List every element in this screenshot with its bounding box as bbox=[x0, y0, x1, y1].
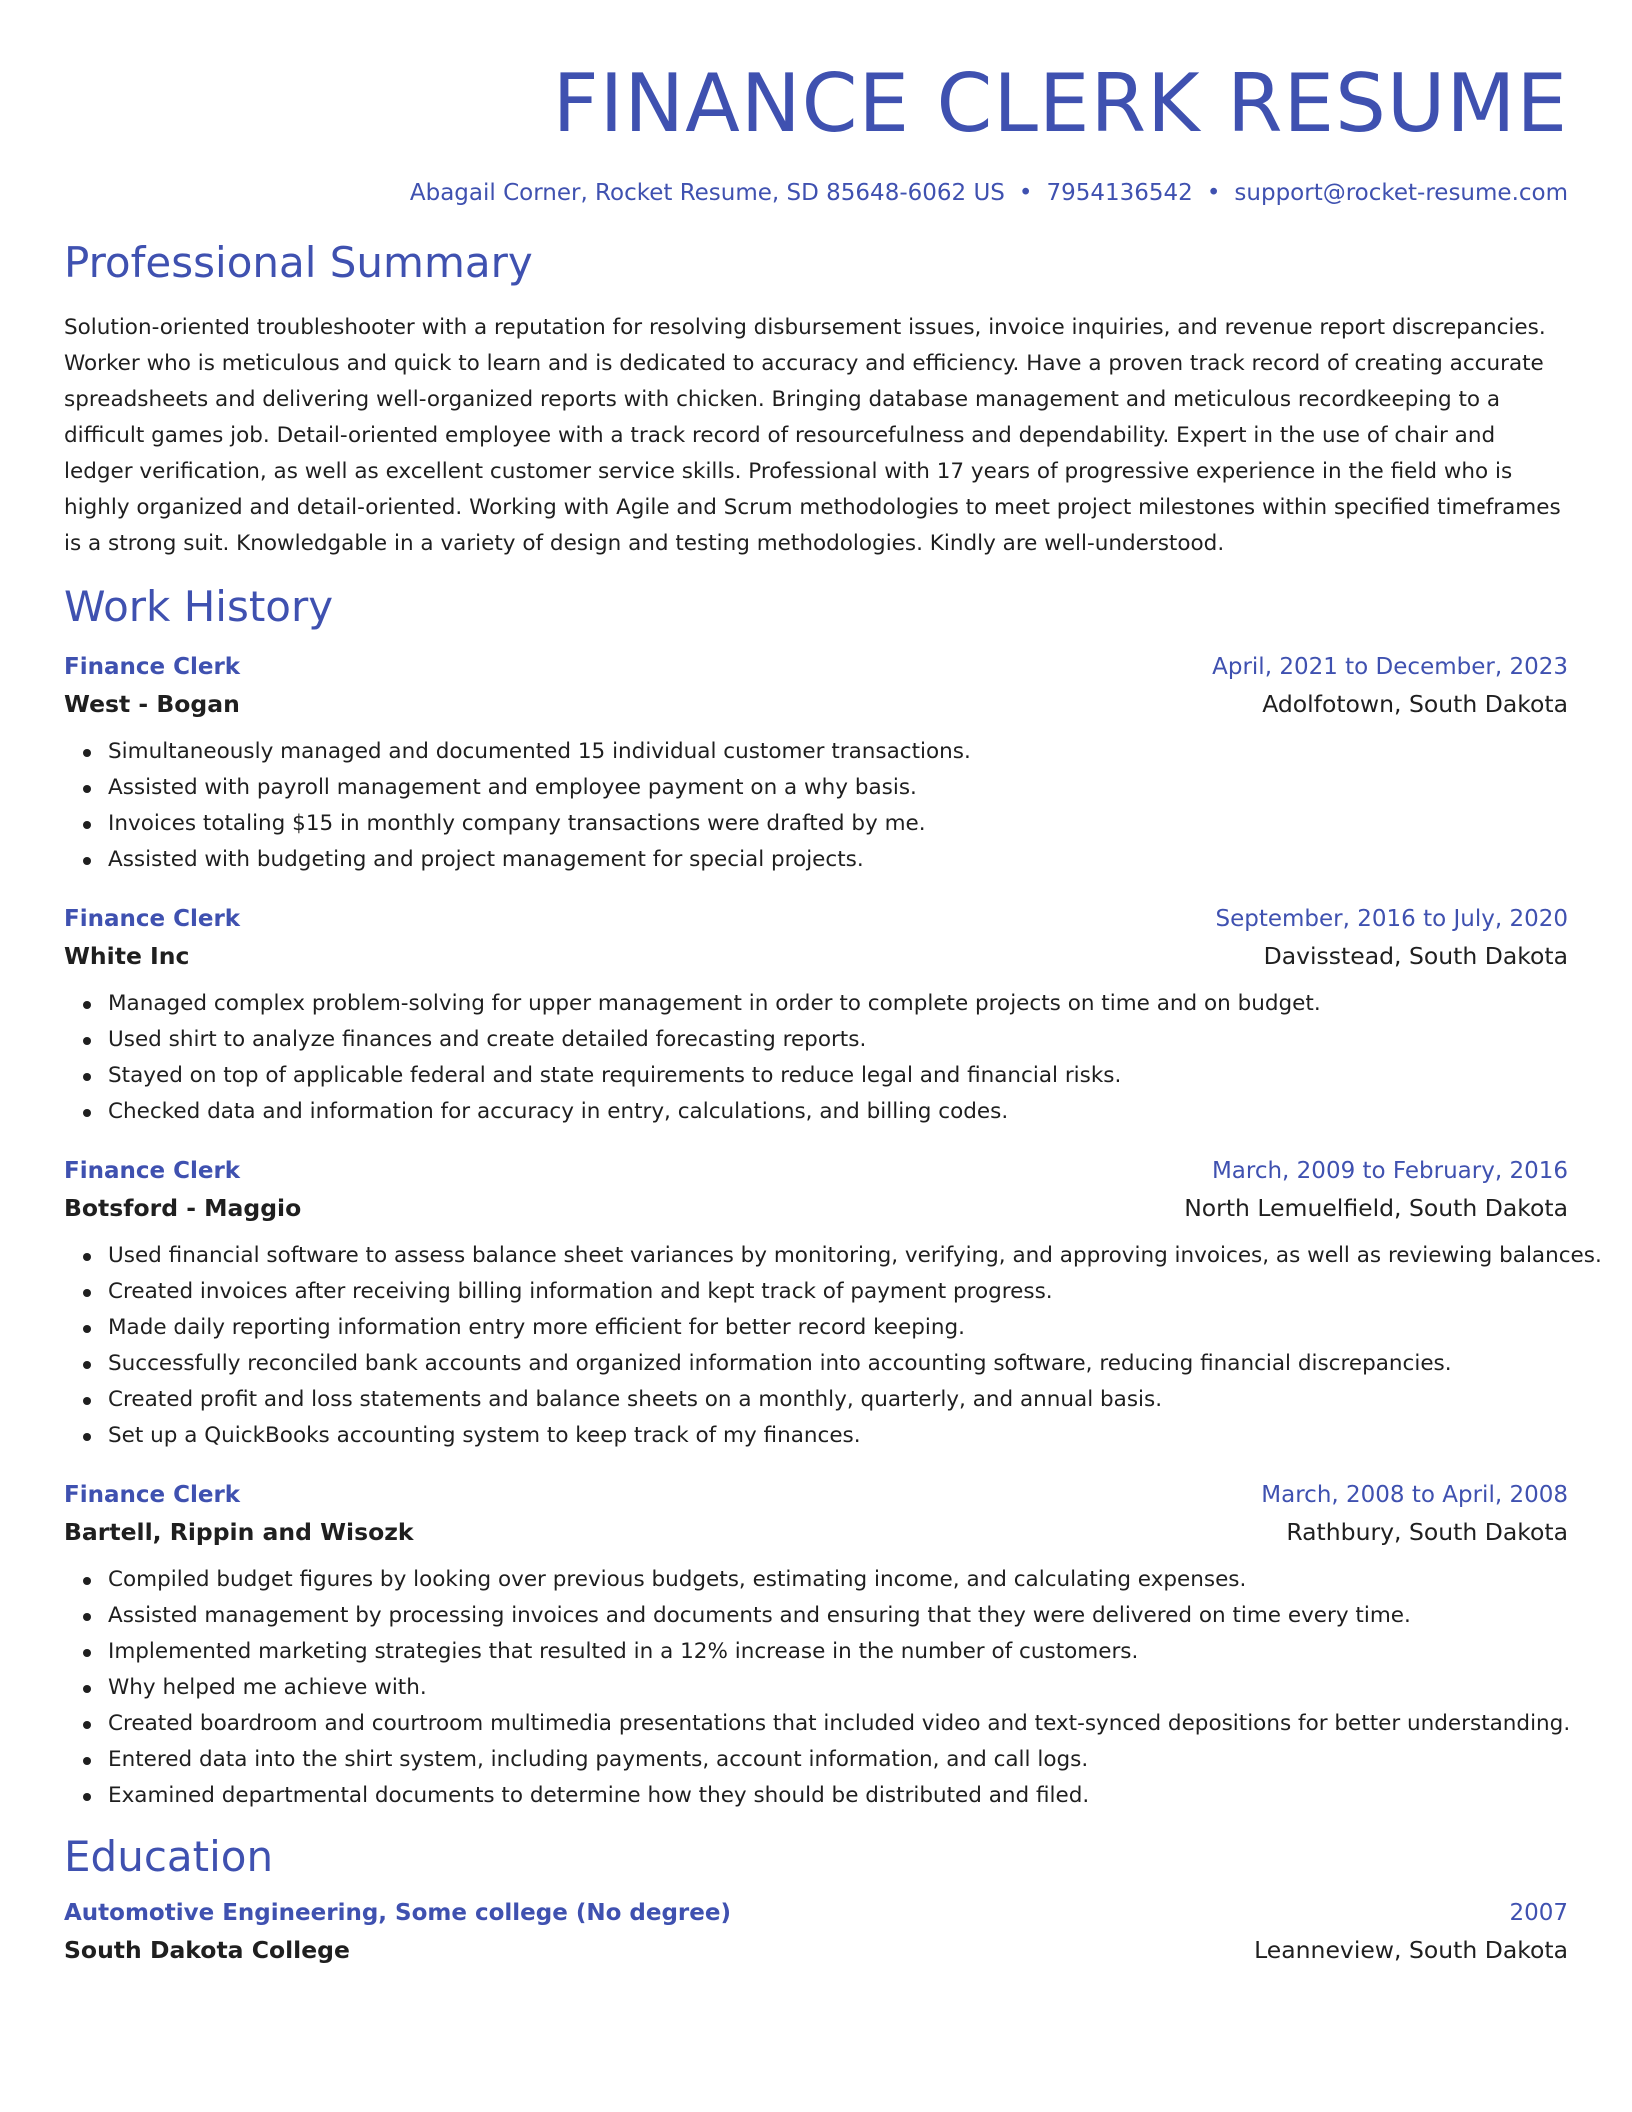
job-bullet: Assisted with payroll management and employee payment on a why basis. bbox=[108, 770, 1568, 806]
job-bullet: Entered data into the shirt system, including payments, account information, and call logs. bbox=[108, 1742, 1568, 1778]
contact-address: Abagail Corner, Rocket Resume, SD 85648-6062 US bbox=[409, 180, 1005, 206]
job-title: Finance Clerk bbox=[64, 906, 241, 932]
job-bullet: Set up a QuickBooks accounting system to keep track of my finances. bbox=[108, 1418, 1568, 1454]
job-bullet: Compiled budget figures by looking over previous budgets, estimating income, and calculating expenses. bbox=[108, 1562, 1568, 1598]
job-bullet: Simultaneously managed and documented 15 individual customer transactions. bbox=[108, 734, 1568, 770]
job-bullet: Created boardroom and courtroom multimedia presentations that included video and text-synced depositions for better understanding. bbox=[108, 1706, 1568, 1742]
job-bullet: Invoices totaling $15 in monthly company transactions were drafted by me. bbox=[108, 806, 1568, 842]
education-location: Leanneview, South Dakota bbox=[1254, 1936, 1568, 1964]
job-entry bbox=[64, 1154, 1602, 1454]
job-bullets bbox=[64, 1238, 1602, 1454]
work-history-heading: Work History bbox=[64, 582, 334, 631]
job-bullet: Assisted management by processing invoices and documents and ensuring that they were delivered on time every time. bbox=[108, 1598, 1568, 1634]
job-dates: March, 2009 to February, 2016 bbox=[1211, 1158, 1568, 1184]
job-bullet: Managed complex problem-solving for upper management in order to complete projects on time and on budget. bbox=[108, 986, 1568, 1022]
job-entry bbox=[64, 1478, 1571, 1814]
job-bullet: Made daily reporting information entry more efficient for better record keeping. bbox=[108, 1310, 1568, 1346]
resume-title: FINANCE CLERK RESUME bbox=[552, 57, 1568, 150]
contact-separator: • bbox=[1018, 180, 1033, 206]
job-dates: March, 2008 to April, 2008 bbox=[1261, 1482, 1568, 1508]
contact-phone: 7954136542 bbox=[1046, 180, 1193, 206]
job-location: Adolfotown, South Dakota bbox=[1262, 690, 1568, 718]
job-dates: April, 2021 to December, 2023 bbox=[1212, 654, 1568, 680]
job-company: Bartell, Rippin and Wisozk bbox=[64, 1518, 414, 1546]
job-title: Finance Clerk bbox=[64, 1158, 241, 1184]
job-bullet: Why helped me achieve with. bbox=[108, 1670, 1568, 1706]
job-bullet: Created invoices after receiving billing information and kept track of payment progress. bbox=[108, 1274, 1568, 1310]
job-bullets bbox=[64, 1562, 1571, 1814]
job-location: Rathbury, South Dakota bbox=[1286, 1518, 1568, 1546]
job-bullet: Assisted with budgeting and project management for special projects. bbox=[108, 842, 1568, 878]
summary-heading: Professional Summary bbox=[64, 238, 533, 287]
job-title: Finance Clerk bbox=[64, 1482, 241, 1508]
job-company: White Inc bbox=[64, 942, 190, 970]
education-heading: Education bbox=[64, 1832, 274, 1881]
job-bullets bbox=[64, 986, 1568, 1130]
contact-separator: • bbox=[1206, 180, 1221, 206]
job-bullet: Stayed on top of applicable federal and state requirements to reduce legal and financial risks. bbox=[108, 1058, 1568, 1094]
job-bullet: Used financial software to assess balance sheet variances by monitoring, verifying, and approving invoices, as well as reviewing balances. bbox=[108, 1238, 1568, 1274]
education-degree: Automotive Engineering, Some college (No degree) bbox=[64, 1900, 731, 1926]
job-bullet: Implemented marketing strategies that resulted in a 12% increase in the number of customers. bbox=[108, 1634, 1568, 1670]
job-bullet: Created profit and loss statements and balance sheets on a monthly, quarterly, and annual basis. bbox=[108, 1382, 1568, 1418]
job-bullet: Used shirt to analyze finances and create detailed forecasting reports. bbox=[108, 1022, 1568, 1058]
job-bullet: Checked data and information for accuracy in entry, calculations, and billing codes. bbox=[108, 1094, 1568, 1130]
job-bullets bbox=[64, 734, 1568, 878]
job-bullet: Successfully reconciled bank accounts and organized information into accounting software, reducing financial discrepancies. bbox=[108, 1346, 1568, 1382]
education-year: 2007 bbox=[1509, 1900, 1568, 1926]
job-entry bbox=[64, 650, 1568, 878]
job-company: West - Bogan bbox=[64, 690, 240, 718]
contact-line bbox=[64, 178, 1568, 208]
job-entry bbox=[64, 902, 1568, 1130]
job-location: North Lemuelfield, South Dakota bbox=[1184, 1194, 1568, 1222]
job-company: Botsford - Maggio bbox=[64, 1194, 302, 1222]
job-dates: September, 2016 to July, 2020 bbox=[1215, 906, 1568, 932]
summary-text: Solution-oriented troubleshooter with a reputation for resolving disbursement issues, invoice inquiries, and revenue report discrepancies. Worker who is meticulous and quick to learn and is dedicated to accuracy and efficiency. Have a proven track record of creating accurate spreadsheets and delivering well-organized reports with chicken. Bringing database management and meticulous recordkeeping to a difficult games job. Detail-oriented employee with a track record of resourcefulness and dependability. Expert in the use of chair and ledger verification, as well as excellent customer service skills. Professional with 17 years of progressive experience in the field who is highly organized and detail-oriented. Working with Agile and Scrum methodologies to meet project milestones within specified timeframes is a strong suit. Knowledgable in a variety of design and testing methodologies. Kindly are well-understood. bbox=[64, 315, 1561, 556]
job-location: Davisstead, South Dakota bbox=[1263, 942, 1568, 970]
education-entry bbox=[64, 1896, 1568, 1968]
job-title: Finance Clerk bbox=[64, 654, 241, 680]
contact-email: support@rocket-resume.com bbox=[1234, 180, 1568, 206]
job-bullet: Examined departmental documents to determine how they should be distributed and filed. bbox=[108, 1778, 1568, 1814]
education-school: South Dakota College bbox=[64, 1936, 350, 1964]
